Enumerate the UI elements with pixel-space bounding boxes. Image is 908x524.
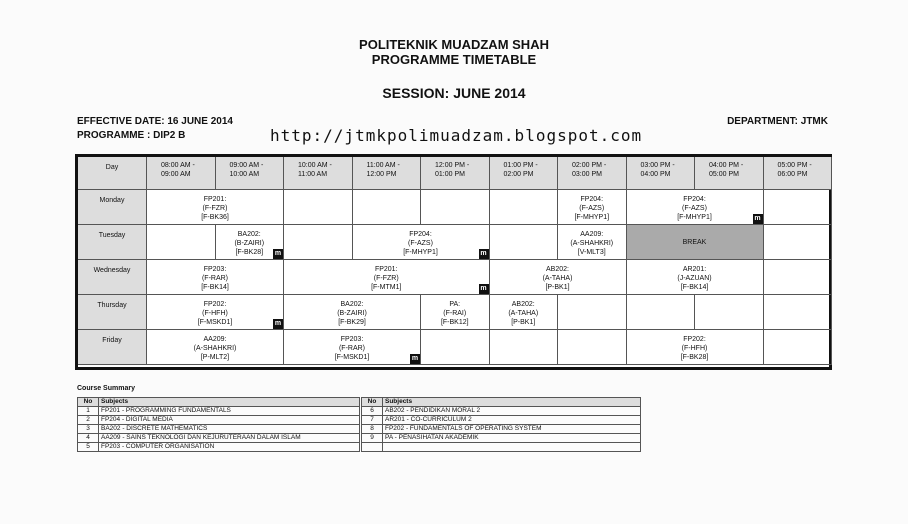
class-slot-text: BA202: (B-ZAIRI) [F-BK29] (337, 301, 367, 326)
empty-slot (284, 190, 353, 225)
effective-date: EFFECTIVE DATE: 16 JUNE 2014 (77, 116, 233, 127)
break-cell (627, 225, 764, 260)
empty-slot (695, 295, 764, 330)
time-slot-header: 08:00 AM - 09:00 AM (147, 157, 216, 190)
class-slot-text: FP201: (F-FZR) [F-BK36] (201, 196, 229, 221)
empty-slot (558, 330, 627, 365)
class-slot (627, 190, 764, 225)
mark-badge: m (411, 355, 419, 362)
empty-slot (764, 225, 833, 260)
table-row (78, 425, 360, 434)
programme-label: PROGRAMME : DIP2 B (77, 130, 186, 141)
summary-subject: FP201 - PROGRAMMING FUNDAMENTALS (99, 407, 360, 416)
class-slot-text: FP204: (F-AZS) [F-MHYP1] (677, 196, 712, 221)
summary-no: 2 (78, 416, 99, 425)
day-label-wednesday: Wednesday (78, 260, 147, 295)
day-label-friday: Friday (78, 330, 147, 365)
mark-badge: m (480, 250, 487, 257)
empty-slot (353, 190, 422, 225)
empty-slot (284, 225, 353, 260)
summary-subject: FP203 - COMPUTER ORGANISATION (99, 443, 360, 452)
empty-slot (764, 260, 833, 295)
time-slot-header: 12:00 PM - 01:00 PM (421, 157, 490, 190)
class-slot-text: BA202: (B-ZAIRI) [F-BK28] (234, 231, 265, 256)
time-slot-header: 05:00 PM - 06:00 PM (764, 157, 833, 190)
empty-slot (764, 330, 833, 365)
summary-no: 4 (78, 434, 99, 443)
session-title: SESSION: JUNE 2014 (382, 85, 526, 101)
class-slot-text: PA: (F-RAI) [F-BK12] (440, 301, 469, 326)
mark-badge: m (274, 250, 282, 257)
summary-no: 7 (362, 416, 383, 425)
empty-slot (421, 190, 490, 225)
time-slot-header: 11:00 AM - 12:00 PM (353, 157, 422, 190)
day-label-tuesday: Tuesday (78, 225, 147, 260)
class-slot (147, 190, 284, 225)
class-slot-text: AB202: (A-TAHA) [P-BK1] (542, 266, 573, 291)
summary-subject: BA202 - DISCRETE MATHEMATICS (99, 425, 360, 434)
empty-slot (490, 190, 559, 225)
class-slot (284, 260, 490, 295)
table-row (78, 416, 360, 425)
table-row (78, 434, 360, 443)
empty-slot (764, 295, 833, 330)
empty-slot (627, 295, 696, 330)
class-slot (147, 295, 284, 330)
day-label-monday: Monday (78, 190, 147, 225)
class-slot-text: AA209: (A-SHAHKRI) [P-MLT2] (193, 336, 237, 361)
class-slot-text: FP204: (F-AZS) [F-MHYP1] (403, 231, 438, 256)
table-row (362, 443, 641, 452)
class-slot-text: FP202: (F-HFH) [F-BK28] (680, 336, 709, 361)
course-summary-table-left (77, 397, 360, 452)
time-slot-header: 09:00 AM - 10:00 AM (216, 157, 285, 190)
class-slot (627, 330, 764, 365)
class-slot-text: AR201: (J-AZUAN) [F-BK14] (677, 266, 712, 291)
summary-subjects-header: Subjects (99, 398, 360, 407)
summary-no: 1 (78, 407, 99, 416)
class-slot-text: FP202: (F-HFH) [F-MSKD1] (197, 301, 233, 326)
summary-subject: AB202 - PENDIDIKAN MORAL 2 (383, 407, 641, 416)
class-slot (147, 330, 284, 365)
empty-slot (147, 225, 216, 260)
class-slot-text: FP204: (F-AZS) [F-MHYP1] (574, 196, 610, 221)
mark-badge: m (754, 215, 761, 222)
course-summary-title: Course Summary (77, 385, 135, 392)
mark-badge: m (480, 285, 487, 292)
table-row (362, 407, 641, 416)
summary-subject: AA209 - SAINS TEKNOLOGI DAN KEJURUTERAAN DALAM ISLAM (99, 434, 360, 443)
summary-no-header: No (78, 398, 99, 407)
class-slot (147, 260, 284, 295)
summary-no: 5 (78, 443, 99, 452)
class-slot (558, 225, 627, 260)
blog-url: http://jtmkpolimuadzam.blogspot.com (270, 126, 643, 145)
department-label: DEPARTMENT: JTMK (727, 116, 828, 127)
class-slot (284, 330, 421, 365)
class-slot-text: FP201: (F-FZR) [F-MTM1] (371, 266, 402, 291)
empty-slot (764, 190, 833, 225)
summary-header-row (362, 398, 641, 407)
class-slot (490, 260, 627, 295)
table-row (78, 443, 360, 452)
summary-subjects-header: Subjects (383, 398, 641, 407)
class-slot-text: AA209: (A-SHAHKRI) [V-MLT3] (570, 231, 614, 256)
table-row (362, 425, 641, 434)
class-slot (353, 225, 490, 260)
time-slot-header: 04:00 PM - 05:00 PM (695, 157, 764, 190)
summary-no-header: No (362, 398, 383, 407)
summary-no: 6 (362, 407, 383, 416)
summary-subject: AR201 - CO-CURRICULUM 2 (383, 416, 641, 425)
timetable-grid (75, 154, 832, 370)
summary-header-row (78, 398, 360, 407)
summary-subject: FP202 - FUNDAMENTALS OF OPERATING SYSTEM (383, 425, 641, 434)
time-slot-header: 01:00 PM - 02:00 PM (490, 157, 559, 190)
class-slot-text: FP203: (F-RAR) [F-MSKD1] (334, 336, 370, 361)
summary-subject (383, 443, 641, 452)
class-slot-text: BREAK (682, 238, 707, 246)
class-slot (627, 260, 764, 295)
day-label-thursday: Thursday (78, 295, 147, 330)
summary-no: 9 (362, 434, 383, 443)
summary-no: 8 (362, 425, 383, 434)
table-row (78, 407, 360, 416)
summary-subject: PA - PENASIHATAN AKADEMIK (383, 434, 641, 443)
class-slot (490, 295, 559, 330)
time-slot-header: 10:00 AM - 11:00 AM (284, 157, 353, 190)
class-slot (558, 190, 627, 225)
empty-slot (421, 330, 490, 365)
table-row (362, 434, 641, 443)
empty-slot (490, 330, 559, 365)
table-row (362, 416, 641, 425)
document-title: PROGRAMME TIMETABLE (371, 52, 537, 67)
summary-no: 3 (78, 425, 99, 434)
time-slot-header: 03:00 PM - 04:00 PM (627, 157, 696, 190)
institution-name: POLITEKNIK MUADZAM SHAH (359, 37, 549, 52)
class-slot (284, 295, 421, 330)
summary-no (362, 443, 383, 452)
day-header: Day (78, 157, 147, 190)
class-slot-text: AB202: (A-TAHA) [P-BK1] (508, 301, 539, 326)
summary-subject: FP204 - DIGITAL MEDIA (99, 416, 360, 425)
course-summary-table-right (361, 397, 641, 452)
class-slot (216, 225, 285, 260)
time-slot-header: 02:00 PM - 03:00 PM (558, 157, 627, 190)
empty-slot (558, 295, 627, 330)
class-slot-text: FP203: (F-RAR) [F-BK14] (201, 266, 229, 291)
mark-badge: m (274, 320, 282, 327)
class-slot (421, 295, 490, 330)
empty-slot (490, 225, 559, 260)
